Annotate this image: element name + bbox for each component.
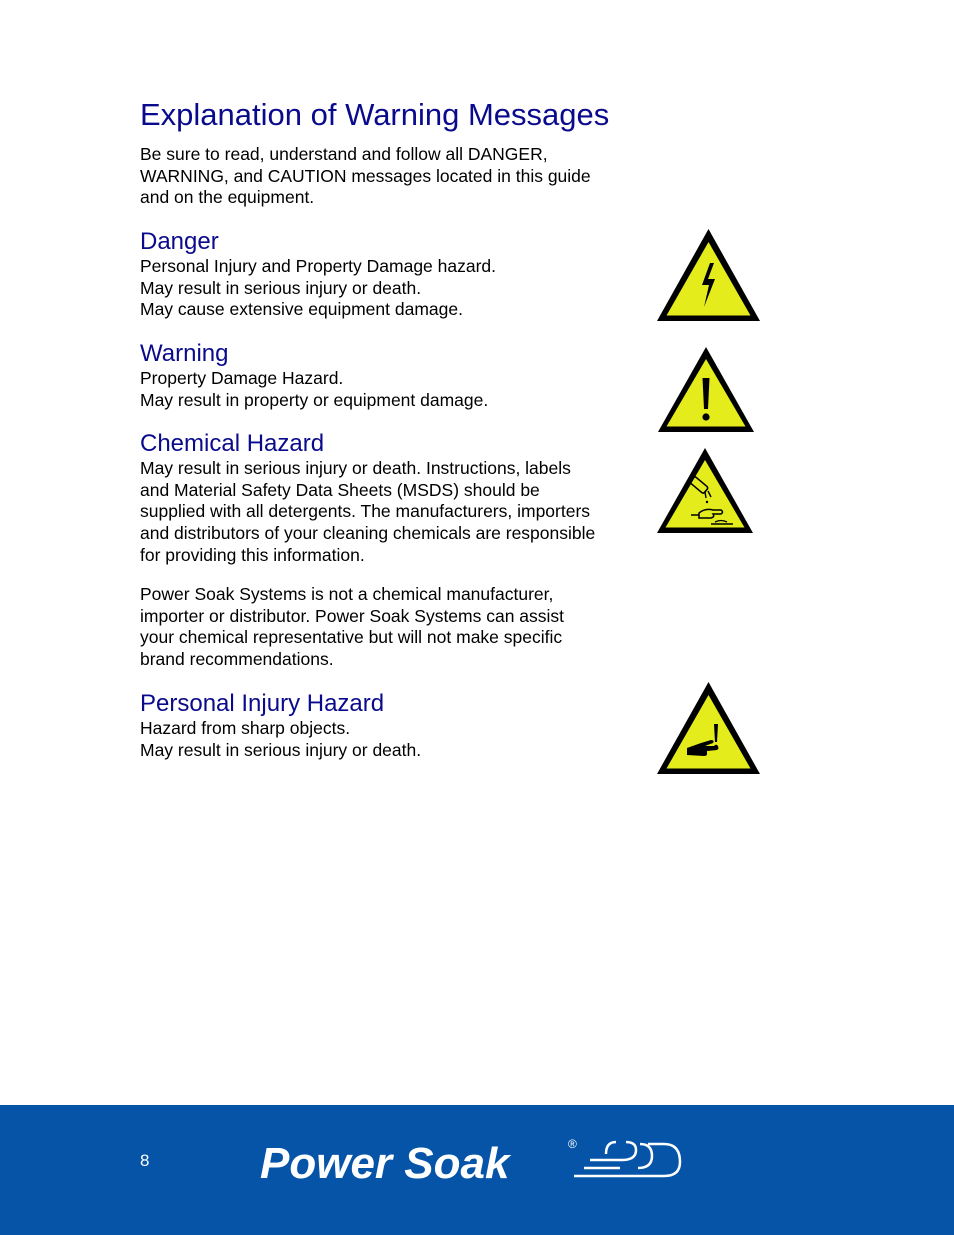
warning-heading: Warning	[140, 340, 229, 367]
injury-section	[140, 690, 640, 761]
chemical-line: and Material Safety Data Sheets (MSDS) should be	[140, 479, 540, 500]
electric-hazard-icon	[655, 227, 762, 323]
chemical-line: supplied with all detergents. The manufacturers, importers	[140, 501, 591, 522]
power-soak-logo	[260, 1130, 685, 1186]
registered-mark: ®	[568, 1137, 577, 1151]
danger-heading: Danger	[140, 228, 219, 255]
warning-line: May result in property or equipment damage.	[140, 389, 489, 410]
chemical-note-line: brand recommendations.	[140, 649, 334, 670]
chemical-line: May result in serious injury or death. Instructions, labels	[140, 458, 571, 478]
danger-line: May cause extensive equipment damage.	[140, 299, 463, 320]
corrosive-chemical-icon	[655, 446, 755, 535]
intro-line: WARNING, and CAUTION messages located in this guide	[140, 165, 591, 186]
page-number: 8	[140, 1151, 150, 1170]
chemical-heading: Chemical Hazard	[140, 430, 325, 457]
injury-line: May result in serious injury or death.	[140, 739, 422, 760]
injury-heading: Personal Injury Hazard	[140, 690, 385, 717]
chemical-note-line: importer or distributor. Power Soak Systems can assist	[140, 605, 565, 626]
chemical-note-paragraph	[140, 584, 640, 671]
intro-line: and on the equipment.	[140, 187, 315, 208]
chemical-section	[140, 430, 640, 567]
exclamation-warning-icon	[656, 345, 756, 434]
danger-line: May result in serious injury or death.	[140, 277, 422, 298]
logo-mark-icon	[574, 1142, 680, 1176]
intro-line: Be sure to read, understand and follow all DANGER,	[140, 144, 548, 164]
warning-line: Property Damage Hazard.	[140, 368, 344, 388]
danger-section	[140, 228, 640, 321]
danger-line: Personal Injury and Property Damage hazard.	[140, 256, 497, 276]
page-title: Explanation of Warning Messages	[140, 97, 610, 132]
injury-line: Hazard from sharp objects.	[140, 718, 351, 738]
chemical-line: for providing this information.	[140, 544, 365, 565]
intro-paragraph	[140, 144, 640, 209]
sharp-objects-hand-icon	[655, 680, 762, 776]
chemical-note-line: your chemical representative but will not make specific	[140, 627, 563, 648]
chemical-line: and distributors of your cleaning chemicals are responsible	[140, 523, 596, 544]
warning-section	[140, 340, 640, 411]
chemical-note-line: Power Soak Systems is not a chemical manufacturer,	[140, 584, 554, 604]
logo-text: Power Soak	[260, 1139, 510, 1186]
